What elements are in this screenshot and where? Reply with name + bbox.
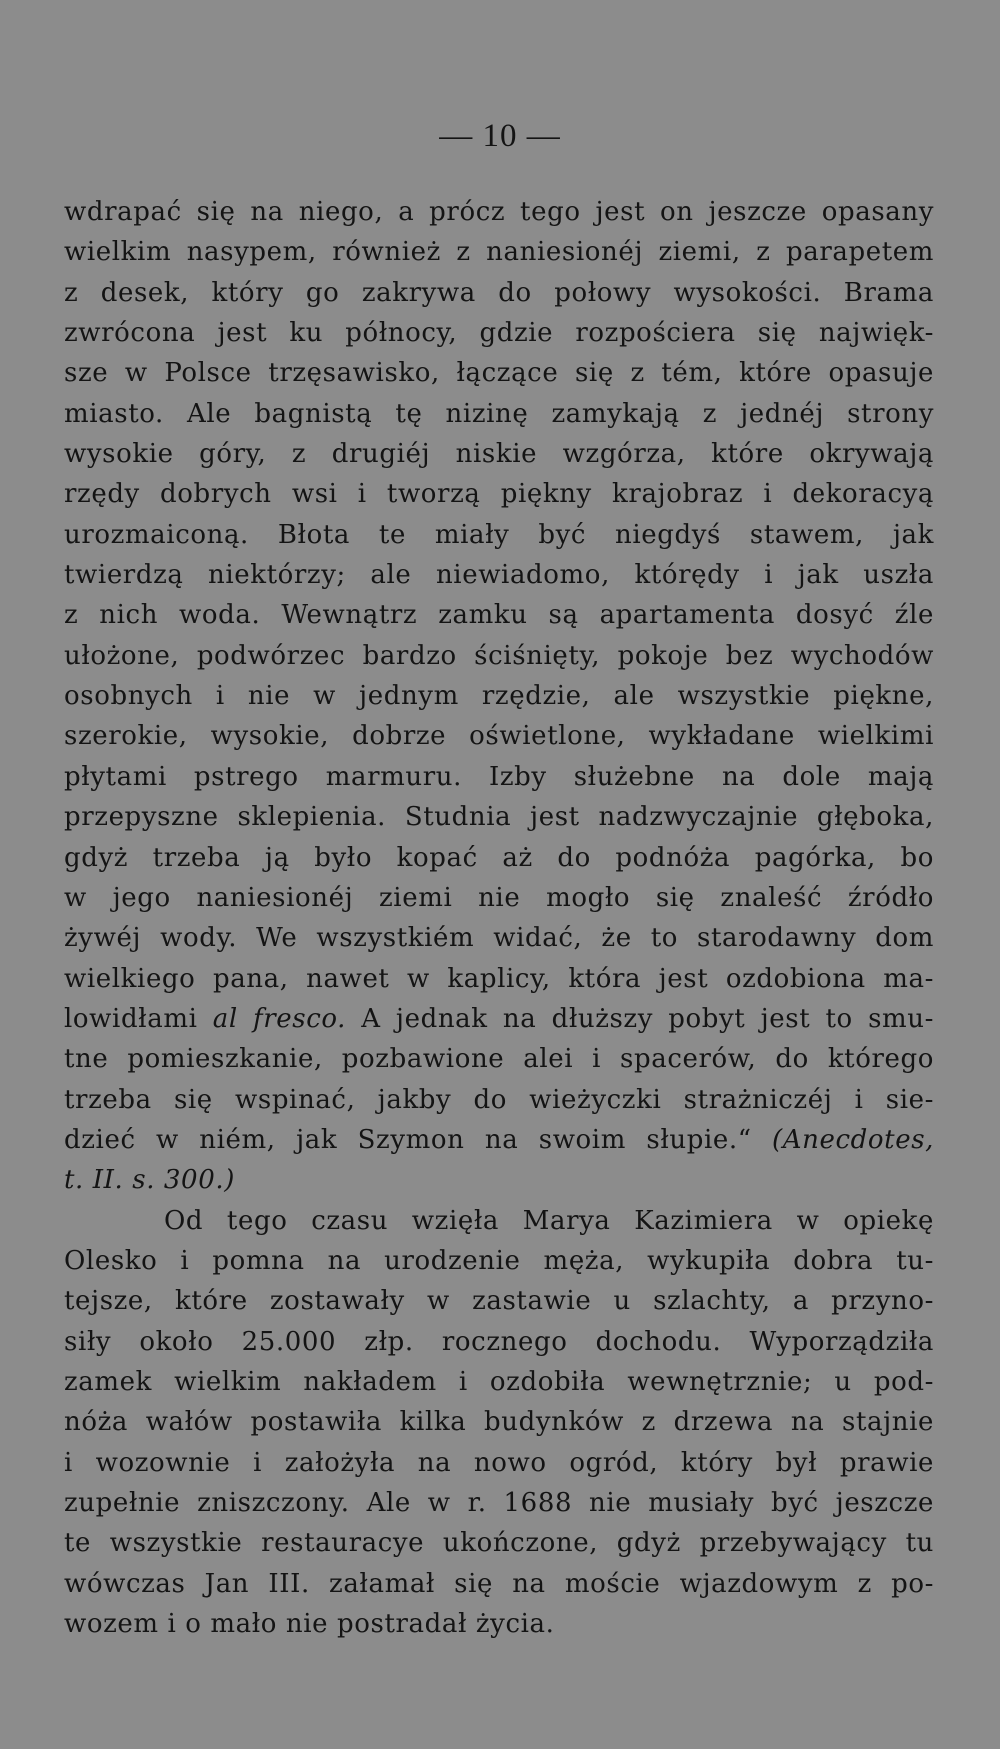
text-line (64, 434, 934, 474)
text-segment: tne pomieszkanie, pozbawione alei i spacerów, do którego (64, 1044, 934, 1075)
text-segment: Od tego czasu wzięła Marya Kazimiera w opiekę (164, 1205, 934, 1236)
text-line (64, 716, 934, 756)
text-line (64, 1120, 934, 1160)
text-segment: miasto. Ale bagnistą tę nizinę zamykają z jednéj strony (64, 398, 934, 429)
text-line (64, 1160, 934, 1200)
text-segment: wozem i o mało nie postradał życia. (64, 1609, 555, 1640)
text-line (64, 353, 934, 393)
text-line (64, 797, 934, 837)
italic-text: al fresco. (212, 1003, 347, 1034)
text-line (64, 838, 934, 878)
italic-text: t. II. s. 300.) (64, 1165, 235, 1196)
text-line (64, 676, 934, 716)
text-segment: wówczas Jan III. załamał się na moście wjazdowym z po- (64, 1568, 934, 1599)
text-segment: w jego naniesionéj ziemi nie mogło się znaleść źródło (64, 882, 934, 913)
text-segment: wysokie góry, z drugiéj niskie wzgórza, które okrywają (64, 439, 934, 470)
text-segment: Olesko i pomna na urodzenie męża, wykupiła dobra tu- (64, 1245, 934, 1276)
text-segment: wielkim nasypem, również z naniesionéj ziemi, z parapetem (64, 237, 934, 268)
text-segment: siły około 25.000 złp. rocznego dochodu. Wyporządziła (64, 1326, 934, 1357)
text-line (64, 1604, 934, 1644)
text-segment: tejsze, które zostawały w zastawie u szlachty, a przyno- (64, 1286, 934, 1317)
text-segment: wdrapać się na niego, a prócz tego jest on jeszcze opasany (64, 197, 934, 227)
paragraph (64, 192, 934, 1201)
text-line (64, 1080, 934, 1120)
text-line (64, 1402, 934, 1442)
text-segment: zupełnie zniszczony. Ale w r. 1688 nie musiały być jeszcze (64, 1488, 934, 1518)
text-line (64, 1039, 934, 1079)
text-line (64, 999, 934, 1039)
text-segment: zamek wielkim nakładem i ozdobiła wewnętrznie; u pod- (64, 1366, 934, 1397)
text-line (64, 757, 934, 797)
text-line (64, 1322, 934, 1362)
italic-text: (Anecdotes, (772, 1124, 934, 1155)
text-line (64, 1483, 934, 1523)
paragraph (64, 1201, 934, 1645)
text-segment: i wozownie i założyła na nowo ogród, który był prawie (64, 1447, 934, 1478)
text-segment: żywéj wody. We wszystkiém widać, że to starodawny dom (64, 923, 934, 954)
text-segment: twierdzą niektórzy; ale niewiadomo, którędy i jak uszła (64, 560, 934, 591)
text-segment: przepyszne sklepienia. Studnia jest nadzwyczajnie głęboka, (64, 802, 934, 833)
text-line (64, 1281, 934, 1321)
text-segment: szerokie, wysokie, dobrze oświetlone, wykładane wielkimi (64, 721, 934, 752)
text-line (64, 1201, 934, 1241)
text-line (64, 313, 934, 353)
text-segment: z nich woda. Wewnątrz zamku są apartamenta dosyć źle (64, 600, 934, 631)
text-line (64, 918, 934, 958)
text-segment: ułożone, podwórzec bardzo ściśnięty, pokoje bez wychodów (64, 640, 934, 671)
text-line (64, 1362, 934, 1402)
text-line (64, 1443, 934, 1483)
text-segment: lowidłami (64, 1003, 213, 1034)
text-line (64, 474, 934, 514)
text-line (64, 1564, 934, 1604)
text-segment: płytami pstrego marmuru. Izby służebne na dole mają (64, 761, 934, 792)
text-line (64, 959, 934, 999)
text-line (64, 192, 934, 232)
text-segment: rzędy dobrych wsi i tworzą piękny krajobraz i dekoracyą (64, 479, 934, 510)
text-line (64, 595, 934, 635)
text-segment: te wszystkie restauracye ukończone, gdyż przebywający tu (64, 1528, 934, 1559)
text-line (64, 273, 934, 313)
text-line (64, 555, 934, 595)
text-segment: wielkiego pana, nawet w kaplicy, która jest ozdobiona ma- (64, 963, 934, 994)
text-line (64, 636, 934, 676)
text-segment: sze w Polsce trzęsawisko, łączące się z tém, które opasuje (64, 358, 934, 389)
text-line (64, 515, 934, 555)
text-line (64, 394, 934, 434)
text-segment: nóża wałów postawiła kilka budynków z drzewa na stajnie (64, 1407, 934, 1438)
text-segment: gdyż trzeba ją było kopać aż do podnóża pagórka, bo (64, 842, 934, 873)
text-segment: osobnych i nie w jednym rzędzie, ale wszystkie piękne, (64, 681, 934, 712)
text-segment: dzieć w niém, jak Szymon na swoim słupie.“ (64, 1124, 773, 1155)
text-segment: urozmaiconą. Błota te miały być niegdyś stawem, jak (64, 519, 934, 550)
body-text (64, 192, 934, 1644)
text-segment: A jednak na dłuższy pobyt jest to smu- (346, 1003, 934, 1034)
text-line (64, 878, 934, 918)
text-line (64, 1523, 934, 1563)
text-line (64, 1241, 934, 1281)
text-segment: z desek, który go zakrywa do połowy wysokości. Brama (64, 277, 934, 308)
text-line (64, 232, 934, 272)
text-segment: trzeba się wspinać, jakby do wieżyczki strażniczéj i sie- (64, 1084, 934, 1115)
page-number: — 10 — (439, 118, 561, 154)
text-segment: zwrócona jest ku północy, gdzie rozpościera się najwięk- (64, 318, 934, 349)
